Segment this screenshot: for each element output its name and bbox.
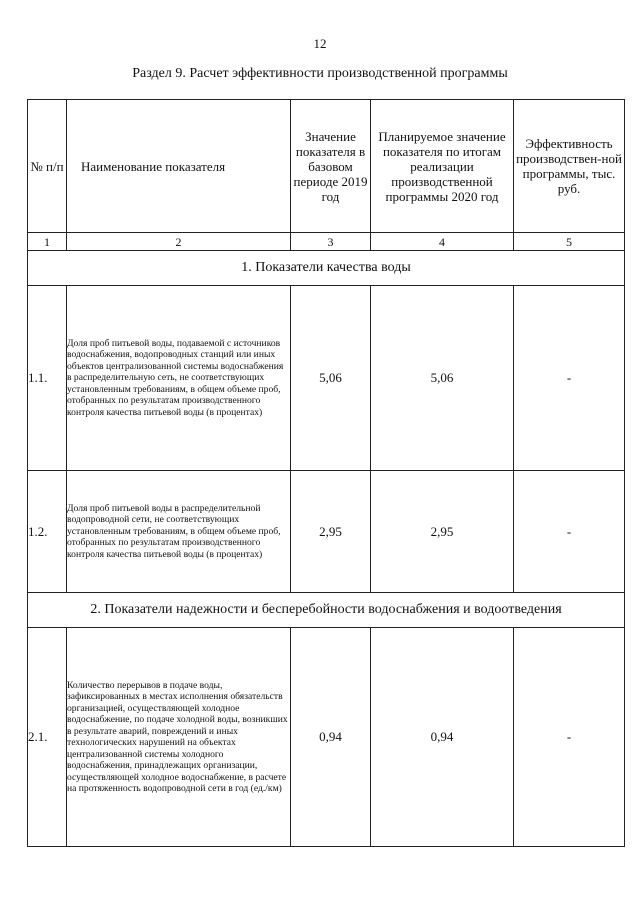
group-title (28, 593, 625, 628)
column-number-row (28, 233, 625, 251)
row-number: 1.2. (28, 471, 67, 593)
indicator-name: Доля проб питьевой воды в распределительной водопроводной сети, не соответствующих установленным требованиям, в общем объеме проб, отобранных по результатам производственного контроля качества питьевой воды (в процентах) (67, 471, 291, 593)
column-number: 1 (28, 233, 67, 251)
header-indicator-name: Наименование показателя (67, 100, 291, 233)
column-number: 3 (291, 233, 371, 251)
column-number: 2 (67, 233, 291, 251)
planned-value: 0,94 (371, 628, 514, 847)
group-title (28, 251, 625, 286)
group-row-reliability (28, 593, 625, 628)
table-header-row (28, 100, 625, 233)
group-title-text: 1. Показатели качества воды (241, 260, 411, 275)
base-value: 2,95 (291, 471, 371, 593)
planned-value: 5,06 (371, 286, 514, 471)
column-number: 4 (371, 233, 514, 251)
table-row (28, 628, 625, 847)
group-title-text: 2. Показатели надежности и бесперебойности водоснабжения и водоотведения (90, 602, 562, 617)
base-value: 5,06 (291, 286, 371, 471)
efficiency-value: - (514, 628, 625, 847)
header-base-value: Значение показателя в базовом периоде 2019 год (291, 100, 371, 233)
page-number: 12 (313, 36, 327, 51)
efficiency-value: - (514, 286, 625, 471)
section-title: Раздел 9. Расчет эффективности производственной программы (132, 66, 508, 81)
header-program-efficiency: Эффективность производствен-ной программы, тыс. руб. (514, 100, 625, 233)
column-number: 5 (514, 233, 625, 251)
row-number: 1.1. (28, 286, 67, 471)
base-value: 0,94 (291, 628, 371, 847)
indicator-name: Количество перерывов в подаче воды, зафиксированных в местах исполнения обязательств организацией, осуществляющей холодное водоснабжение, по подаче холодной воды, возникших в результате аварий, повреждений и иных технологических нарушений на объектах централизованной системы холодного водоснабжения, принадлежащих организации, осуществляющей холодное водоснабжение, в расчете на протяженность водопроводной сети в год (ед./км) (67, 628, 291, 847)
indicator-name: Доля проб питьевой воды, подаваемой с источников водоснабжения, водопроводных станций или иных объектов централизованной системы водоснабжения в распределительную сеть, не соответствующих установленным требованиям, в общем объеме проб, отобранных по результатам производственного контроля качества питьевой воды (в процентах) (67, 286, 291, 471)
table-row (28, 286, 625, 471)
group-row-water-quality (28, 251, 625, 286)
efficiency-value: - (514, 471, 625, 593)
row-number: 2.1. (28, 628, 67, 847)
efficiency-table (27, 99, 625, 847)
header-planned-value: Планируемое значение показателя по итогам реализации производственной программы 2020 год (371, 100, 514, 233)
planned-value: 2,95 (371, 471, 514, 593)
header-number: № п/п (28, 100, 67, 233)
table-row (28, 471, 625, 593)
